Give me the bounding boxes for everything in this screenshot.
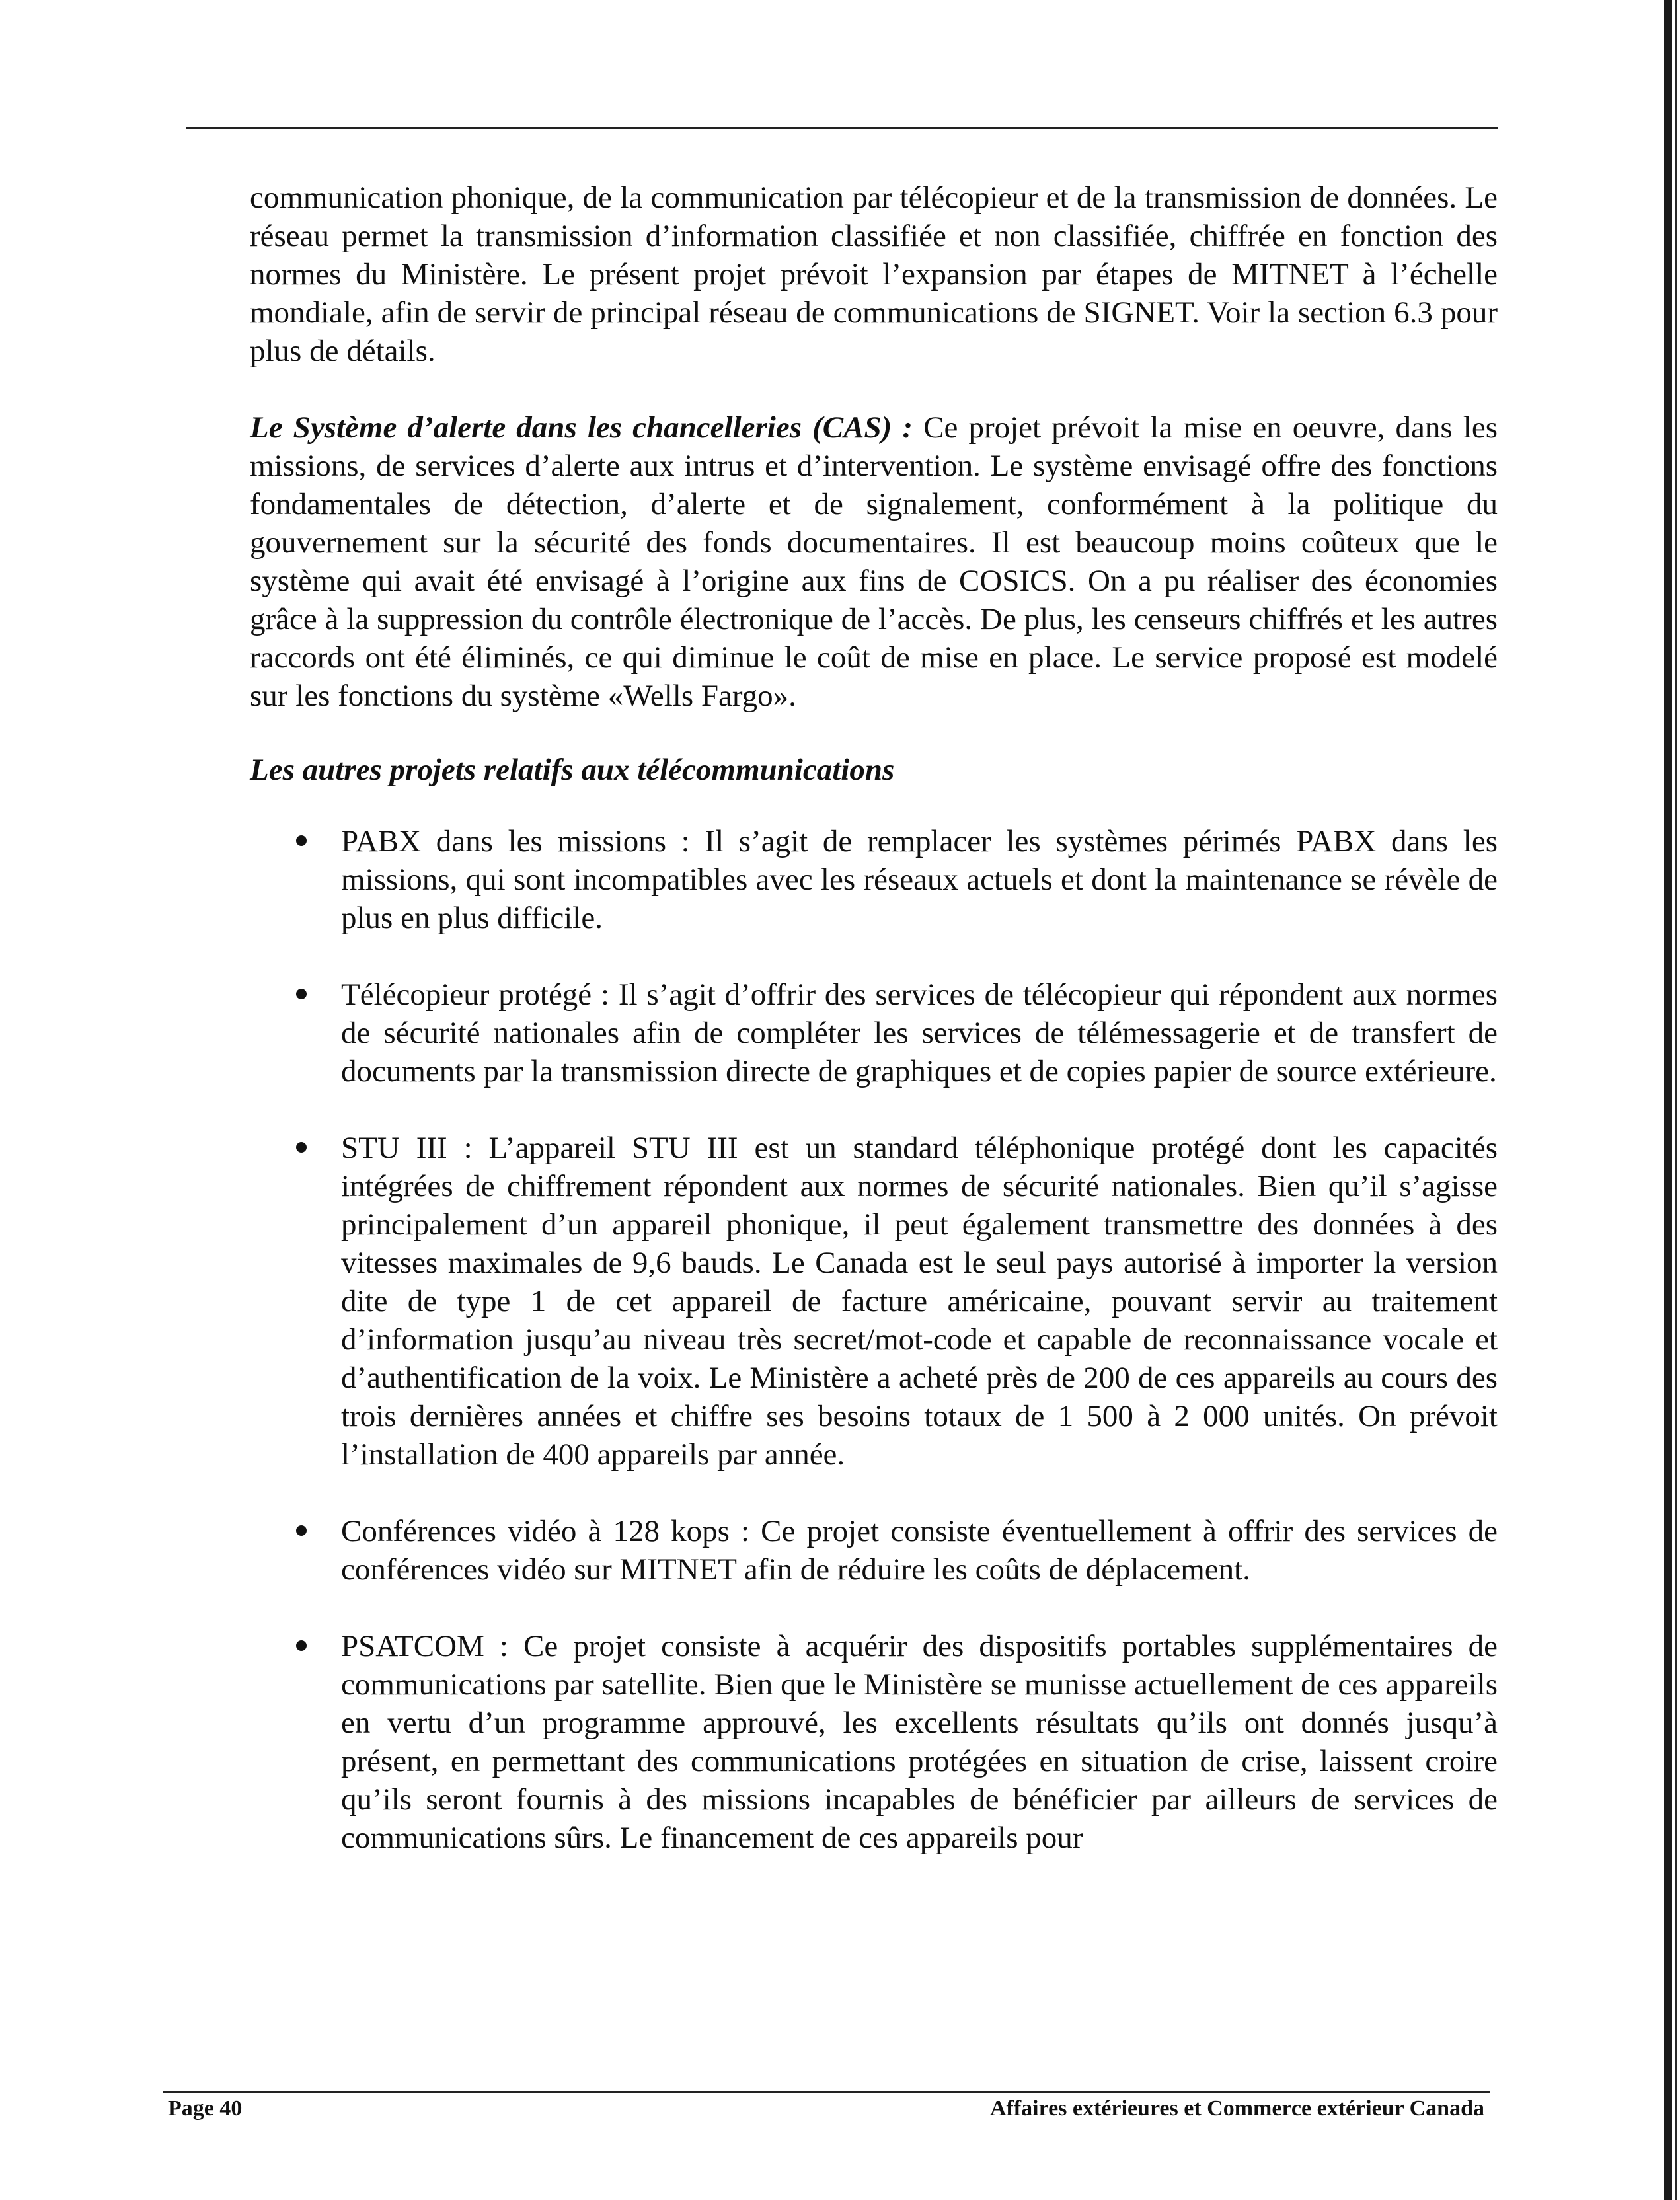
list-item-text: STU III : L’appareil STU III est un standard téléphonique protégé dont les capacités intégrées de chiffrement répondent aux normes de sécurité nationales. Bien qu’il s’agisse principalement d’un appareil phonique, il peut également transmettre des données à des vitesses maximales de 9,6 bauds. Le Canada est le seul pays autorisé à importer la version dite de type 1 de cet appareil de facture américaine, pouvant servir au traitement d’information jusqu’au niveau très secret/mot-code et capable de reconnaissance vocale et d’authentification de la voix. Le Ministère a acheté près de 200 de ces appareils au cours des trois dernières années et chiffre ses besoins totaux de 1 500 à 2 000 unités. On prévoit l’installation de 400 appareils par année.	[341, 1131, 1498, 1472]
list-item-text: Conférences vidéo à 128 kops : Ce projet consiste éventuellement à offrir des services de conférences vidéo sur MITNET afin de réduire les coûts de déplacement.	[341, 1514, 1498, 1587]
list-item	[250, 1129, 1498, 1474]
list-item-text: PABX dans les missions : Il s’agit de remplacer les systèmes périmés PABX dans les missions, qui sont incompatibles avec les réseaux actuels et dont la maintenance se révèle de plus en plus difficile.	[341, 824, 1498, 935]
list-item	[250, 1512, 1498, 1589]
page-body	[250, 178, 1498, 1857]
list-item-text: PSATCOM : Ce projet consiste à acquérir des dispositifs portables supplémentaires de communications par satellite. Bien que le Ministère se munisse actuellement de ces appareils en vertu d’un programme approuvé, les excellents résultats qu’ils ont donnés jusqu’à présent, en permettant des communications protégées en situation de crise, laissent croire qu’ils seront fournis à des missions incapables de bénéficier par ailleurs de services de communications sûrs. Le financement de ces appareils pour	[341, 1629, 1498, 1855]
bullet-icon	[296, 1525, 307, 1536]
bullet-icon	[296, 835, 307, 846]
header-rule	[186, 127, 1498, 129]
cas-title: Le Système d’alerte dans les chancelleries (CAS) :	[250, 410, 913, 445]
projects-list	[250, 822, 1498, 1857]
list-item	[250, 822, 1498, 937]
page-edge-shadow	[1664, 0, 1672, 2200]
list-item	[250, 1627, 1498, 1857]
cas-paragraph	[250, 408, 1498, 715]
cas-text: Ce projet prévoit la mise en oeuvre, dans les missions, de services d’alerte aux intrus et d’intervention. Le système envisagé offre des fonctions fondamentales de détection, d’alerte et de signalement, conformément à la politique du gouvernement sur la sécurité des fonds documentaires. Il est beaucoup moins coûteux que le système qui avait été envisagé à l’origine aux fins de COSICS. On a pu réaliser des économies grâce à la suppression du contrôle électronique de l’accès. De plus, les censeurs chiffrés et les autres raccords ont été éliminés, ce qui diminue le coût de mise en place. Le service proposé est modelé sur les fonctions du système «Wells Fargo».	[250, 410, 1498, 713]
footer-rule	[163, 2091, 1490, 2093]
other-projects-heading: Les autres projets relatifs aux télécommunications	[250, 753, 895, 787]
page-edge-line	[1675, 0, 1677, 2200]
bullet-icon	[296, 989, 307, 999]
footer-department: Affaires extérieures et Commerce extérieur Canada	[989, 2096, 1484, 2121]
list-item-text: Télécopieur protégé : Il s’agit d’offrir des services de télécopieur qui répondent aux normes de sécurité nationales afin de compléter les services de télémessagerie et de transfert de documents par la transmission directe de graphiques et de copies papier de source extérieure.	[341, 977, 1498, 1088]
list-item	[250, 975, 1498, 1090]
page-number: Page 40	[168, 2096, 243, 2121]
bullet-icon	[296, 1142, 307, 1153]
bullet-icon	[296, 1640, 307, 1651]
intro-paragraph: communication phonique, de la communication par télécopieur et de la transmission de données. Le réseau permet la transmission d’information classifiée et non classifiée, chiffrée en fonction des normes du Ministère. Le présent projet prévoit l’expansion par étapes de MITNET à l’échelle mondiale, afin de servir de principal réseau de communications de SIGNET. Voir la section 6.3 pour plus de détails.	[250, 180, 1498, 368]
